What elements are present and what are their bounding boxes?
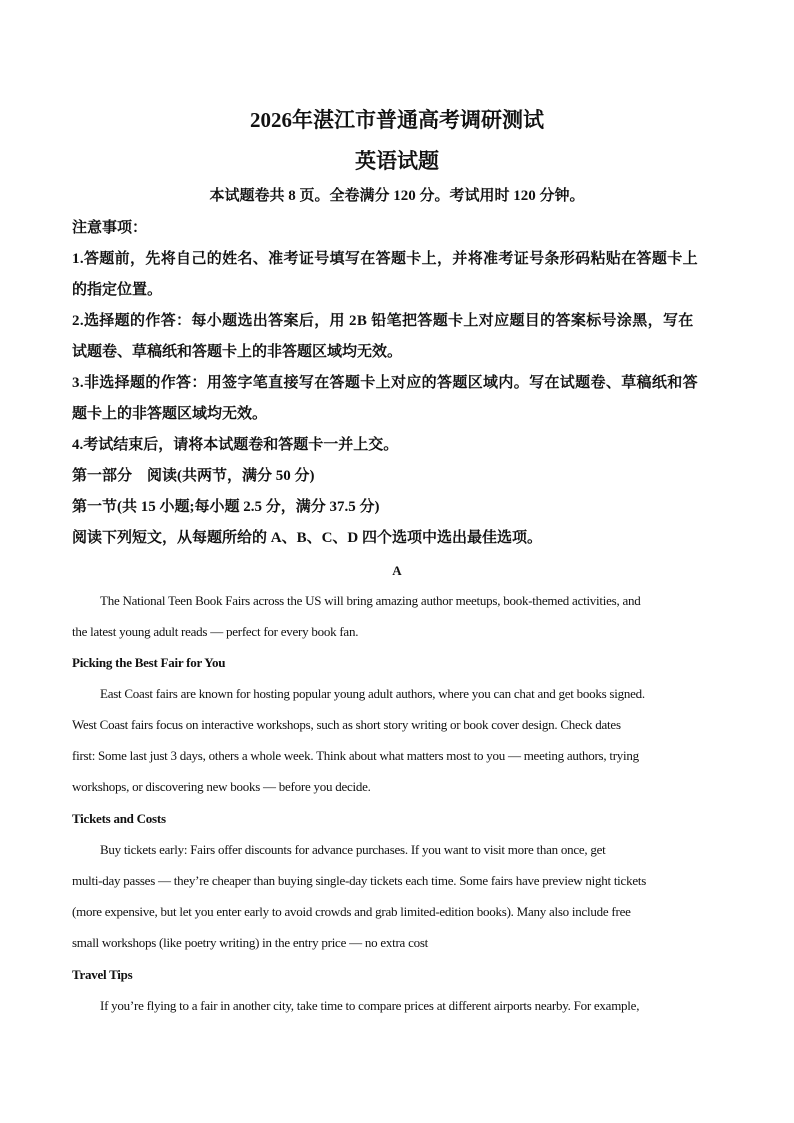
exam-info: 本试题卷共 8 页。全卷满分 120 分。考试用时 120 分钟。 xyxy=(209,188,585,204)
passage-line: West Coast fairs focus on interactive workshops, such as short story writing or book cover design. Check dates xyxy=(72,717,621,732)
passage-line: first: Some last just 3 days, others a whole week. Think about what matters most to you — meeting authors, trying xyxy=(72,748,639,763)
passage-line: the latest young adult reads — perfect for every book fan. xyxy=(72,624,359,639)
notice-line: 4.考试结束后，请将本试题卷和答题卡一并上交。 xyxy=(72,437,399,453)
notice-heading: 注意事项： xyxy=(72,220,148,236)
exam-title: 2026年湛江市普通高考调研测试 xyxy=(250,108,544,132)
passage-line: (more expensive, but let you enter early to avoid crowds and grab limited-edition books). Many also include free xyxy=(72,904,631,919)
notice-line: 的指定位置。 xyxy=(72,282,163,298)
notice-line: 2.选择题的作答：每小题选出答案后，用 2B 铅笔把答题卡上对应题目的答案标号涂黑，写在 xyxy=(72,313,694,329)
passage-label: A xyxy=(392,563,402,578)
passage-line: The National Teen Book Fairs across the US will bring amazing author meetups, book-themed activities, and xyxy=(100,593,641,608)
passage-subheading: Travel Tips xyxy=(72,967,133,982)
section-heading: 第一节(共 15 小题;每小题 2.5 分，满分 37.5 分) xyxy=(72,499,380,515)
passage-line: If you’re flying to a fair in another city, take time to compare prices at different airports nearby. For example, xyxy=(100,998,640,1013)
passage-line: multi-day passes — they’re cheaper than buying single-day tickets each time. Some fairs have preview night tickets xyxy=(72,873,647,888)
notice-line: 3.非选择题的作答：用签字笔直接写在答题卡上对应的答题区域内。写在试题卷、草稿纸和答 xyxy=(72,375,698,391)
notice-line: 1.答题前，先将自己的姓名、准考证号填写在答题卡上，并将准考证号条形码粘贴在答题卡上 xyxy=(72,251,698,267)
passage-line: small workshops (like poetry writing) in the entry price — no extra cost xyxy=(72,935,429,950)
notice-line: 试题卷、草稿纸和答题卡上的非答题区域均无效。 xyxy=(72,344,403,360)
part-heading: 第一部分 阅读(共两节，满分 50 分) xyxy=(72,468,315,484)
reading-instruction: 阅读下列短文，从每题所给的 A、B、C、D 四个选项中选出最佳选项。 xyxy=(72,530,543,546)
notice-line: 题卡上的非答题区域均无效。 xyxy=(72,406,268,422)
passage-line: East Coast fairs are known for hosting popular young adult authors, where you can chat and get books signed. xyxy=(100,686,645,701)
passage-subheading: Picking the Best Fair for You xyxy=(72,655,226,670)
subject-title: 英语试题 xyxy=(355,149,439,173)
passage-line: workshops, or discovering new books — before you decide. xyxy=(72,779,371,794)
passage-line: Buy tickets early: Fairs offer discounts for advance purchases. If you want to visit more than once, get xyxy=(100,842,606,857)
passage-subheading: Tickets and Costs xyxy=(72,811,166,826)
